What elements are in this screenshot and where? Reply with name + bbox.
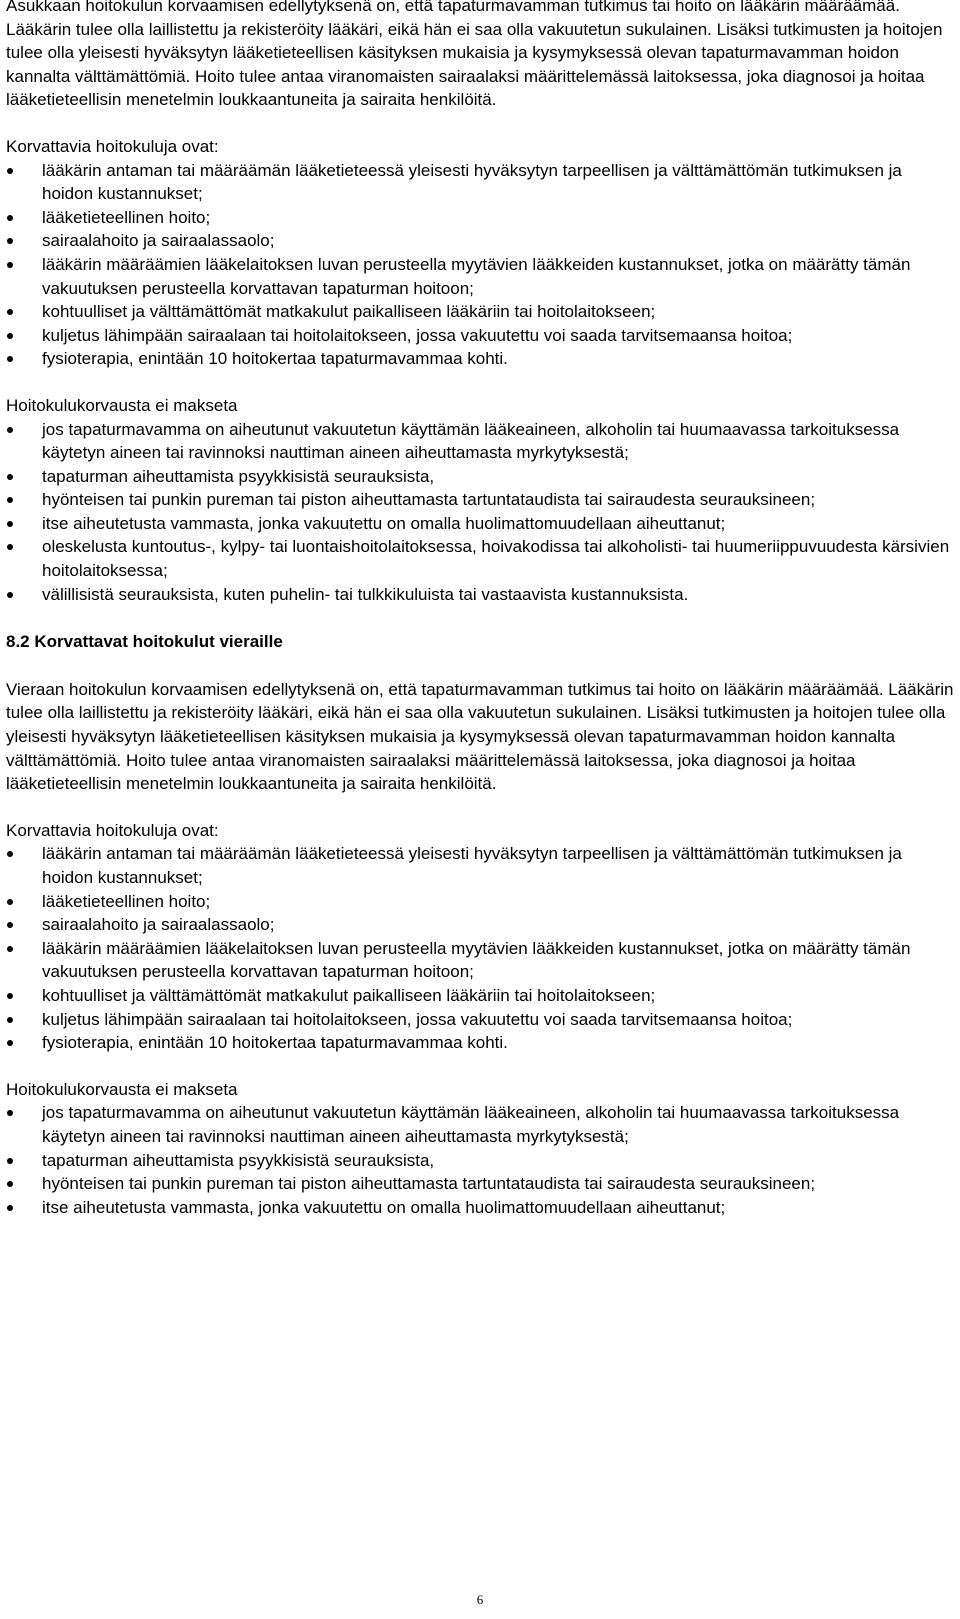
- list-item: jos tapaturmavamma on aiheutunut vakuutetun käyttämän lääkeaineen, alkoholin tai huumaavassa tarkoituksessa käytetyn aineen tai ravinnoksi nauttiman aineen aiheuttamasta myrkytyksestä;: [6, 418, 956, 465]
- excluded-costs-list: [6, 1101, 956, 1219]
- list-item: tapaturman aiheuttamista psyykkisistä seurauksista,: [6, 465, 956, 489]
- excluded-costs-list: [6, 418, 956, 607]
- list-item: kuljetus lähimpään sairaalaan tai hoitolaitokseen, jossa vakuutettu voi saada tarvitsemaansa hoitoa;: [6, 1008, 956, 1032]
- list-item: välillisistä seurauksista, kuten puhelin- tai tulkkikuluista tai vastaavista kustannuksista.: [6, 583, 956, 607]
- page-number: 6: [476, 1592, 484, 1607]
- list-item: lääketieteellinen hoito;: [6, 206, 956, 230]
- list-item: kohtuulliset ja välttämättömät matkakulut paikalliseen lääkäriin tai hoitolaitokseen;: [6, 300, 956, 324]
- excluded-costs-heading: Hoitokulukorvausta ei makseta: [6, 1079, 238, 1099]
- intro-paragraph-residents: Asukkaan hoitokulun korvaamisen edellytyksenä on, että tapaturmavamman tutkimus tai hoito on lääkärin määräämää. Lääkärin tulee olla laillistettu ja rekisteröity lääkäri, eikä hän ei saa olla vakuutetun sukulainen. Lisäksi tutkimusten ja hoitojen tulee olla yleisesti hyväksytyn lääketieteellisen käsityksen mukaisia ja kysymyksessä olevan tapaturmavamman hoidon kannalta välttämättömiä. Hoito tulee antaa viranomaisten sairaalaksi määrittelemässä laitoksessa, joka diagnosoi ja hoitaa lääketieteellisin menetelmin loukkaantuneita ja sairaita henkilöitä.: [6, 0, 943, 110]
- list-item: fysioterapia, enintään 10 hoitokertaa tapaturmavammaa kohti.: [6, 347, 956, 371]
- covered-costs-heading: Korvattavia hoitokuluja ovat:: [6, 820, 219, 840]
- list-item: sairaalahoito ja sairaalassaolo;: [6, 229, 956, 253]
- list-item: itse aiheutetusta vammasta, jonka vakuutettu on omalla huolimattomuudellaan aiheuttanut;: [6, 512, 956, 536]
- list-item: sairaalahoito ja sairaalassaolo;: [6, 913, 956, 937]
- section-heading: 8.2 Korvattavat hoitokulut vieraille: [6, 632, 283, 652]
- list-item: lääkärin määräämien lääkelaitoksen luvan perusteella myytävien lääkkeiden kustannukset, jotka on määrätty tämän vakuutuksen perusteella korvattavan tapaturman hoitoon;: [6, 937, 956, 984]
- list-item: tapaturman aiheuttamista psyykkisistä seurauksista,: [6, 1149, 956, 1173]
- list-item: hyönteisen tai punkin pureman tai piston aiheuttamasta tartuntataudista tai sairaudesta seurauksineen;: [6, 1172, 956, 1196]
- list-item: lääkärin antaman tai määräämän lääketieteessä yleisesti hyväksytyn tarpeellisen ja välttämättömän tutkimuksen ja hoidon kustannukset;: [6, 159, 956, 206]
- excluded-costs-heading: Hoitokulukorvausta ei makseta: [6, 395, 238, 415]
- covered-costs-list: [6, 159, 956, 371]
- list-item: kohtuulliset ja välttämättömät matkakulut paikalliseen lääkäriin tai hoitolaitokseen;: [6, 984, 956, 1008]
- covered-costs-heading: Korvattavia hoitokuluja ovat:: [6, 136, 219, 156]
- list-item: fysioterapia, enintään 10 hoitokertaa tapaturmavammaa kohti.: [6, 1031, 956, 1055]
- list-item: lääkärin antaman tai määräämän lääketieteessä yleisesti hyväksytyn tarpeellisen ja välttämättömän tutkimuksen ja hoidon kustannukset;: [6, 842, 956, 889]
- list-item: lääketieteellinen hoito;: [6, 890, 956, 914]
- document-page: [6, 0, 956, 1219]
- covered-costs-list: [6, 842, 956, 1054]
- list-item: kuljetus lähimpään sairaalaan tai hoitolaitokseen, jossa vakuutettu voi saada tarvitsemaansa hoitoa;: [6, 324, 956, 348]
- list-item: lääkärin määräämien lääkelaitoksen luvan perusteella myytävien lääkkeiden kustannukset, jotka on määrätty tämän vakuutuksen perusteella korvattavan tapaturman hoitoon;: [6, 253, 956, 300]
- list-item: oleskelusta kuntoutus-, kylpy- tai luontaishoitolaitoksessa, hoivakodissa tai alkoholisti- tai huumeriippuvuudesta kärsivien hoitolaitoksessa;: [6, 535, 956, 582]
- list-item: jos tapaturmavamma on aiheutunut vakuutetun käyttämän lääkeaineen, alkoholin tai huumaavassa tarkoituksessa käytetyn aineen tai ravinnoksi nauttiman aineen aiheuttamasta myrkytyksestä;: [6, 1101, 956, 1148]
- list-item: hyönteisen tai punkin pureman tai piston aiheuttamasta tartuntataudista tai sairaudesta seurauksineen;: [6, 488, 956, 512]
- list-item: itse aiheutetusta vammasta, jonka vakuutettu on omalla huolimattomuudellaan aiheuttanut;: [6, 1196, 956, 1220]
- intro-paragraph-guests: Vieraan hoitokulun korvaamisen edellytyksenä on, että tapaturmavamman tutkimus tai hoito on lääkärin määräämää. Lääkärin tulee olla laillistettu ja rekisteröity lääkäri, eikä hän ei saa olla vakuutetun sukulainen. Lisäksi tutkimusten ja hoitojen tulee olla yleisesti hyväksytyn lääketieteellisen käsityksen mukaisia ja kysymyksessä olevan tapaturmavamman hoidon kannalta välttämättömiä. Hoito tulee antaa viranomaisten sairaalaksi määrittelemässä laitoksessa, joka diagnosoi ja hoitaa lääketieteellisin menetelmin loukkaantuneita ja sairaita henkilöitä.: [6, 679, 954, 794]
